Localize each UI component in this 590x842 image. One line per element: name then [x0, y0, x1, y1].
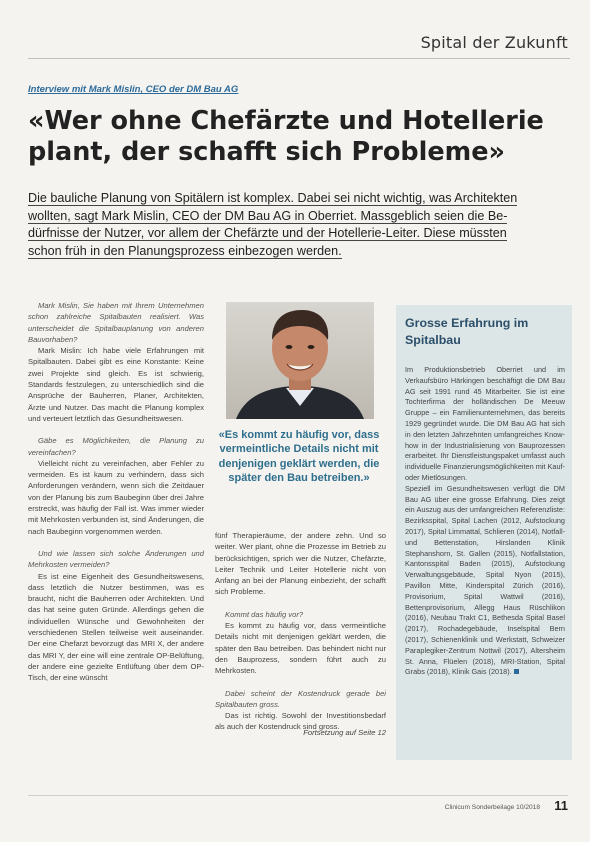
footer-rule: [28, 795, 568, 796]
interview-answer: fünf Therapieräume, der andere zehn. Und so weiter. Wer plant, ohne die Prozesse im Betrieb zu berücksichtigen, sprich wer die Nutzer, Chefärzte, Leiter Technik und Leiter Hotellerie nicht von Anfang an bei der Planung einbezieht, der schafft sich Probleme.: [215, 531, 386, 597]
pull-quote: «Es kommt zu häufig vor, dass vermeintliche Details nicht mit denjenigen geklärt werden, die später den Bau betreiben.»: [218, 429, 380, 485]
section-label: Spital der Zukunft: [420, 33, 568, 52]
info-box-paragraph: [405, 484, 565, 678]
lead-line: Die bauliche Planung von Spitälern ist komplex. Dabei sei nicht wichtig, was Architekten: [28, 191, 518, 205]
page-number: 11: [554, 798, 568, 813]
info-box: [396, 305, 572, 760]
interview-answer: Es kommt zu häufig vor, dass vermeintliche Details nicht mit denjenigen geklärt werden, die später den Bau betreiben. Das behindert nicht nur den Bauprozess, sondern führt auch zu Mehrkosten.: [215, 621, 386, 676]
continuation-note: Fortsetzung auf Seite 12: [303, 728, 386, 737]
interview-question: Gäbe es Möglichkeiten, die Planung zu vereinfachen?: [28, 436, 204, 457]
interview-question: Und wie lassen sich solche Änderungen und Mehrkosten vermeiden?: [28, 548, 204, 570]
lead-line: wollten, sagt Mark Mislin, CEO der DM Bau AG in Oberriet. Massgeblich seien die Be-: [28, 208, 508, 223]
interview-question: Dabei scheint der Kostendruck gerade bei Spitalbauten gross.: [215, 688, 386, 709]
header-rule: [28, 58, 570, 59]
body-column-middle: [215, 530, 386, 733]
lead-line: schon früh in den Planungsprozess einbezogen werden.: [28, 243, 342, 258]
end-mark-icon: [514, 669, 519, 674]
article-headline: «Wer ohne Chefärzte und Hotellerie plant, der schafft sich Probleme»: [28, 106, 544, 167]
body-column-left: [28, 300, 204, 684]
publication-name: Clinicum Sonderbeilage 10/2018: [444, 804, 540, 811]
info-box-paragraph: Im Produktionsbetrieb Oberriet und im Verkaufsbüro Härkingen beschäftigt die DM Bau AG seit 1991 rund 45 Mitarbeiter. Sie ist eine Tochterfirma der holländischen De Meeuw Gruppe – ein Familienunternehmen, das bereits 1929 gegründet wurde. Die DM Bau AG hat sich in den letzten Jahrzehnten umfangreiches Know-how in der Industrialisierung von Bauprozessen erarbeitet. Ihr Dienstleistungspaket umfasst auch individuelle Finanzierungsmöglichkeiten mit Kauf- oder Mietlösungen.: [405, 365, 565, 482]
info-box-paragraph-text: Speziell im Gesundheitswesen verfügt die DM Bau AG über eine grosse Erfahrung. Dies zeigt ein Auszug aus der umfangreichen Referenzliste: Bezirksspital, Spital Lachen (2012, Aufstockung 2017), Spital Limmattal, Schlieren (2014), Notfall- und Bettenstation, Hirslanden Klinik Stephanshorn, St. Gallen (2015), Notfallstation, Kantonsspital Baden (2015), Aufstockung Verwaltungsgebäude, Spital Nyon (2015), Pavillon Mitte, Kinderspital Zürich (2016), Provisorium, Spital Wattwil (2016), Bettenprovisorium, Allegg Haus Rüschlikon (2016), Neubau Trakt C1, Bethesda Spital Basel (2017), Rochadegebäude, Inselspital Bern (2017), Schienenklinik und Werkstatt, Schweizer Paraplegiker-Zentrum Nottwil (2017), Altersheim St. Anna, Flüelen (2018), MRI-Station, Spital Grabs (2018), Klinik Gais (2018).: [405, 483, 565, 677]
interview-question: Mark Mislin, Sie haben mit Ihrem Unternehmen schon zahlreiche Spitalbauten realisiert. Was unterscheidet die Spitalbauplanung von anderen Bauvorhaben?: [28, 301, 204, 344]
interview-question: Kommt das häufig vor?: [225, 609, 304, 619]
interview-answer: Vielleicht nicht zu vereinfachen, aber Fehler zu vermeiden. Es ist kaum zu verhindern, dass sich Anforderungen verändern, wenn sich die Zeitdauer von der Planung bis zum Baubeginn über drei Jahre erstreckt, was häufig der Fall ist. Was immer wieder mit Mehrkosten verbunden ist, sind Änderungen, die nach Baubeginn vorgenommen werden.: [28, 458, 204, 536]
info-box-text: [405, 365, 565, 678]
interview-answer: Mark Mislin: Ich habe viele Erfahrungen mit Spitalbauten. Dabei gibt es eine Konstante: Keine zwei Projekte sind gleich. Es ist schwierig, Standards festzulegen, zu unterschiedlich sind die Ansprüche der Bauherren, Planer, Architekten, Ärzte und Nutzer. Das macht die Planung komplex und verteuert letztlich das Gesundheitswesen.: [28, 346, 204, 423]
interview-answer: Es ist eine Eigenheit des Gesundheitswesens, dass letztlich die Nutzer bestimmen, was es braucht, nicht die Bauherren oder Architekten. Und das hat seine guten Gründe. Allerdings gehen die individuellen Wünsche und Gewohnheiten der verschiedenen Stellen teilweise weit auseinander. Der eine Chefarzt bevorzugt das MRI X, der andere das MRI Y, der eine will eine zentrale OP-Belüftung, der andere eine gezielte Entlüftung über dem OP-Tisch, der eine wünscht: [28, 571, 204, 683]
article-lead: [28, 190, 560, 260]
portrait-photo: [226, 302, 374, 419]
info-box-title: Grosse Erfahrung im Spitalbau: [405, 316, 529, 347]
lead-line: dürfnisse der Nutzer, vor allem der Chefärzte und der Hotellerie-Leiter. Diese müssten: [28, 226, 507, 241]
portrait-illustration: [226, 302, 374, 419]
article-kicker: Interview mit Mark Mislin, CEO der DM Bau AG: [28, 84, 239, 95]
interview-answer: Das ist richtig. Sowohl der Investitionsbedarf als auch der Kostendruck sind gross.: [215, 711, 386, 732]
